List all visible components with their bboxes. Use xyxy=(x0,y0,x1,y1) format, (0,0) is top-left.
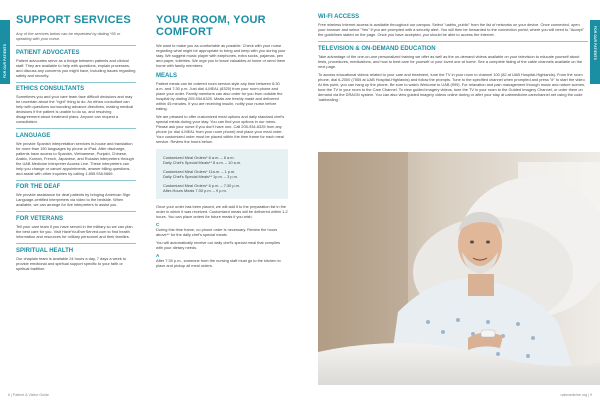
divider xyxy=(16,211,136,212)
section-body: We provide assistance for deaf patients by bringing American Sign Language-certified interpreters via video to the bedside. When available, we can arrange for live interpreters to assist you. xyxy=(16,192,131,208)
section-tab-label: FOR OUR PATIENTS xyxy=(593,26,597,61)
section-heading: MEALS xyxy=(156,73,177,79)
divider xyxy=(16,243,136,244)
page-title: SUPPORT SERVICES xyxy=(16,14,131,26)
section-body: Tell your care team if you have served in the military so we can plan the best care for you. Visit HaveYouEverServed.com to find health information and resources for military personnel and their families. xyxy=(16,223,133,239)
meal-hours-line: Daily Chef's Special Meals** 1p.m. – 3 p.m. xyxy=(163,174,238,179)
meal-hours-line: Customized Meal Orders* 6 a.m. – 8 a.m. xyxy=(163,155,235,160)
patient-photo-illustration xyxy=(318,152,600,385)
section-body: Our chaplain team is available 24 hours a day, 7 days a week to provide emotional and spiritual support specific to your faith or spiritual tradition. xyxy=(16,255,127,271)
section-heading: PATIENT ADVOCATES xyxy=(16,49,80,56)
meal-hours-line: Daily Chef's Special Meals** 8 a.m. – 10 a.m. xyxy=(163,160,242,165)
section-heading: FOR VETERANS xyxy=(16,215,64,222)
footer-left: 6 | Patient & Visitor Guide xyxy=(8,393,50,397)
section-body: Take advantage of the one-on-one personalized training we offer as well as the on-demand videos available on your television to educate yourself about tests, procedures, medications, and how to best care for yourself or your loved one at home. See a complete listing of the cable channels available on the next page. xyxy=(318,53,583,69)
wifi-tv-column xyxy=(318,14,588,102)
section-body: To access educational videos related to your care and treatment, tune the TV in your room to channel 100 (82 at UAB Hospital-Highlands). From the room phone, dial 6-2000 (7555 at UAB Hospital-Highlands) and follow the prompts. Tune to the specified channel when prompted and press "#" to start the video. At this point, you can hang up the phone. Be sure to watch Welcome to UAB (999). For relaxation and pain management through music and nature scenes, tune the TV in your room to the Care Channel. To view guided imagery videos, tune the TV in your room to the Guided Imagery Channel, or order them on demand via the DRAGN system. You can also view guided imagery videos online during or after your stay at uabmedicine.carechannel.net using the code 'uabhealing.' xyxy=(318,71,586,102)
section-heading: TELEVISION & ON-DEMAND EDUCATION xyxy=(318,45,436,52)
divider xyxy=(16,180,136,181)
divider xyxy=(16,82,136,83)
intro-text: We want to make you as comfortable as possible. Check with your nurse regarding what might be appropriate to bring and keep with you during your stay. We suggest music player with earphones, extra socks, pajamas, pen and paper, toiletries. We urge you to leave valuables at home or send them home with family members. xyxy=(156,43,286,68)
section-tab-right xyxy=(590,20,600,84)
room-comfort-column xyxy=(156,14,288,268)
meal-hours-box xyxy=(156,149,288,199)
section-body: After 7:30 p.m., someone from the nursing staff must go to the kitchen to place and pickup all meal orders. xyxy=(156,258,281,268)
section-body: Free wireless Internet access is available throughout our campus. Select "uabhs_public" from the list of networks on your device. Once connected, open your browser and select "Yes" if you are prompted with a security alert. You will then be forwarded to the connection portal, where you will need to "Accept" the guidelines stated on the page. Once you have accepted, you should be able to access the Internet. xyxy=(318,22,584,37)
section-body: Patient meals can be ordered room service-style any time between 6:30 a.m. and 7:30 p.m. Just dial 4-MEAL (6325) from your room phone and place your order. Family members can also order for you from outside the hospital by dialing 205.934.6325. Meals are freshly made and delivered within 45 minutes. If you are receiving insulin, notify your nurse before eating. xyxy=(156,81,283,111)
section-body: Patient advocates serve as a bridge between patients and clinical staff. They are available to help with questions, explain processes, and discuss any concerns you might have, including issues regarding safety and security. xyxy=(16,57,136,78)
meal-hours-line: Customized Meal Orders* 11a.m. – 1 p.m. xyxy=(163,169,236,174)
section-heading: WI-FI ACCESS xyxy=(318,14,360,20)
intro-text: Any of the services below can be requested by dialing *55 or speaking with your nurse. xyxy=(16,31,121,41)
section-body: We provide Spanish interpretation services in-house and translation for more than 150 languages by phone or iPad. After discharge, patients have access to Spanish, Vietnamese, Punjabi, Chinese, Arabic, Korean, French, Japanese, and Russian interpreters through the UAB Medicine Interpreter Access Line. These interpreters can help you change or cancel appointments, answer billing questions, and assist with other inquiries by calling 1.855.938.0669. xyxy=(16,140,134,176)
support-services-column xyxy=(16,14,136,271)
meal-hours-line: Customized Meal Orders* 6 p.m. – 7:30 p.m. xyxy=(163,183,240,188)
meal-hours-line: After-Hours Meals 7:30 p.m. – 9 p.m. xyxy=(163,188,227,193)
divider xyxy=(16,45,136,46)
section-heading: ETHICS CONSULTANTS xyxy=(16,86,85,93)
section-tab-left xyxy=(0,20,10,84)
section-heading: FOR THE DEAF xyxy=(16,184,61,191)
section-tab-label: FOR OUR PATIENTS xyxy=(3,43,7,78)
note-marker: A xyxy=(156,253,160,258)
section-body: Sometimes you and your care team face difficult decisions and may be uncertain about the "right" thing to do. An ethics consultant can help with questions surrounding advance directives, making medical decisions if the patient is unable to do so, and resolving disagreement about treatment plans. Anyone can request a consultation. xyxy=(16,94,134,125)
footer-right: uabmedicine.org | 9 xyxy=(560,393,592,397)
divider xyxy=(16,128,136,129)
section-heading: LANGUAGE xyxy=(16,132,51,139)
section-body: We are pleased to offer customized meal options and daily standard chef's special meals during your stay. You can find your options in our menu. Please ask your nurse if you don't have one. Call 205-934-6325 from any phone (or dial 4-MEAL from your room phone) and place your meal order. Your customized order must be placed within the time frame for each meal service. Review the hours below. xyxy=(156,114,285,144)
page-title: YOUR ROOM, YOUR COMFORT xyxy=(156,14,266,38)
section-heading: SPIRITUAL HEALTH xyxy=(16,247,74,254)
divider xyxy=(318,41,588,42)
section-body: Once your order has been placed, we will add it to the preparation list in the order in which it was received. Customized meals will be delivered within 1-2 hours. You can place orders for future meals if you wish. xyxy=(156,204,288,219)
patient-in-bed-photo xyxy=(318,152,600,385)
note-marker: C xyxy=(156,222,160,227)
section-body: During this time frame, no phone order is necessary. Review the hours above** for the daily chef's special meals. xyxy=(156,227,278,237)
section-body: You will automatically receive our daily chef's special meal that complies with your dietary needs. xyxy=(156,240,281,250)
